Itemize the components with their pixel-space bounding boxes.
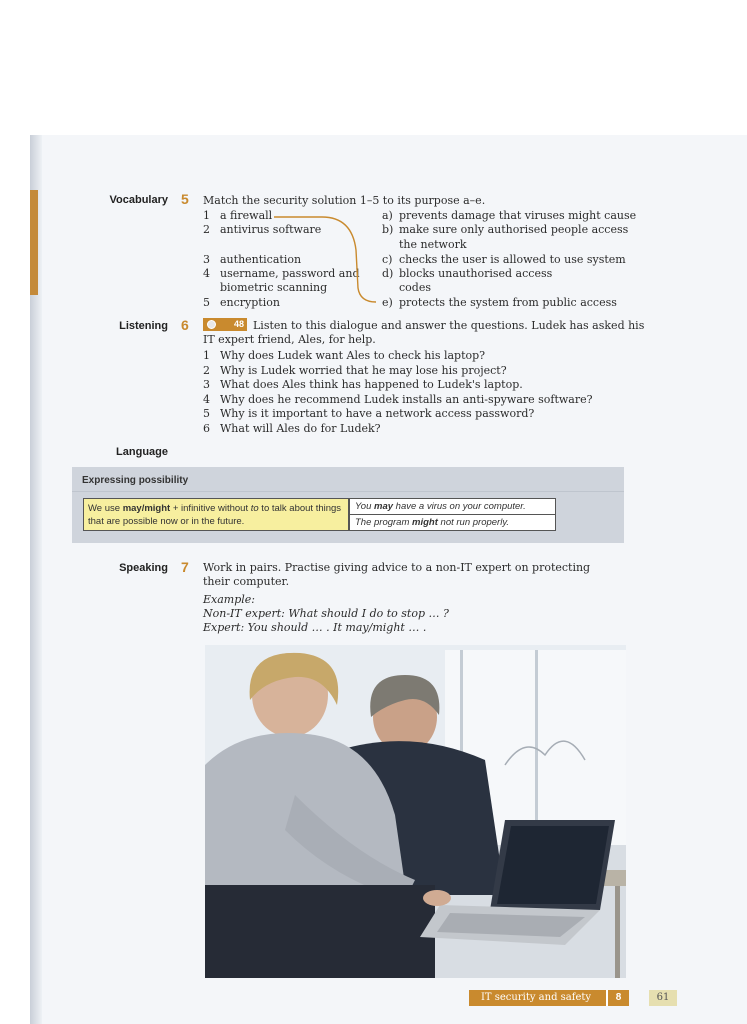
vocabulary-label: Vocabulary [109, 194, 168, 206]
example-text: The program [355, 517, 413, 528]
language-box-title: Expressing possibility [82, 475, 189, 486]
purpose-item [382, 267, 552, 282]
solution-item-text: antivirus software [220, 223, 322, 236]
question-item [203, 364, 507, 379]
solution-item-marker: 3 [203, 253, 210, 266]
purpose-item-marker: e) [382, 296, 393, 309]
rule-keyword: may/might [122, 503, 171, 514]
example-line-1: Non-IT expert: What should I do to stop … ? [203, 607, 449, 620]
grammar-example-1 [349, 498, 556, 515]
exercise-7-instruction-line2: their computer. [203, 575, 290, 588]
listening-label: Listening [119, 320, 168, 332]
exercise-6-instruction-line2: IT expert friend, Ales, for help. [203, 333, 376, 346]
exercise-7-instruction-line1: Work in pairs. Practise giving advice to a non-IT expert on protecting [203, 561, 591, 574]
example-text: not run properly. [437, 517, 510, 528]
rule-text: to talk about things that are possible now or in the future. [88, 503, 342, 527]
footer-unit-title: IT security and safety [480, 992, 592, 1003]
purpose-item-marker: b) [382, 223, 394, 236]
speaking-label: Speaking [119, 562, 168, 574]
question-item-marker: 3 [203, 378, 210, 392]
purpose-item [382, 223, 628, 238]
example-line-2: Expert: You should … . It may/might … . [203, 621, 427, 634]
purpose-item-text: checks the user is allowed to use system [399, 253, 626, 266]
solution-item-text: username, password and [220, 267, 360, 280]
question-item-text: What does Ales think has happened to Ludek's laptop. [220, 378, 523, 392]
solution-item-marker: 5 [203, 296, 210, 309]
purpose-item-marker: c) [382, 253, 393, 266]
example-label: Example: [203, 593, 255, 606]
photo-people-with-laptop [205, 645, 626, 978]
solution-item [203, 209, 272, 224]
purpose-item-text: the network [399, 238, 467, 251]
grammar-rule-box [83, 498, 349, 531]
rule-text: + infinitive without [170, 503, 251, 514]
solution-item [203, 296, 280, 311]
question-item-text: Why is it important to have a network access password? [220, 407, 535, 421]
question-item-text: What will Ales do for Ludek? [220, 422, 381, 435]
language-box-divider [72, 491, 624, 492]
question-item-marker: 5 [203, 407, 210, 421]
example-text: have a virus on your computer. [393, 501, 526, 512]
question-item-text: Why is Ludek worried that he may lose his project? [220, 363, 507, 377]
exercise-6-number: 6 [181, 317, 189, 333]
binding-color-tab [30, 190, 38, 295]
solution-item-text: biometric scanning [220, 281, 328, 294]
purpose-item [382, 238, 467, 253]
question-item [203, 349, 485, 364]
solution-item-marker: 2 [203, 223, 210, 236]
language-label: Language [116, 446, 168, 458]
solution-item-marker: 4 [203, 267, 210, 280]
track-number: 48 [233, 319, 244, 329]
audio-track-badge[interactable] [203, 318, 247, 331]
purpose-item-text: protects the system from public access [399, 296, 617, 309]
rule-text: We use [88, 503, 123, 514]
question-item [203, 422, 381, 437]
exercise-5-instruction: Match the security solution 1–5 to its purpose a–e. [203, 194, 486, 207]
question-item-marker: 1 [203, 349, 210, 362]
example-keyword: may [374, 501, 394, 512]
purpose-item-marker: d) [382, 267, 394, 280]
question-item-text: Why does Ludek want Ales to check his laptop? [220, 349, 486, 362]
purpose-item-text: make sure only authorised people access [399, 223, 629, 236]
footer-unit-number: 8 [615, 992, 622, 1003]
solution-item-marker: 1 [203, 209, 210, 222]
purpose-item-text: codes [399, 281, 431, 294]
question-item-text: Why does he recommend Ludek installs an anti-spyware software? [220, 392, 593, 406]
purpose-item [382, 209, 636, 224]
exercise-6-instruction-line1: Listen to this dialogue and answer the questions. Ludek has asked his [253, 319, 645, 332]
purpose-item [382, 281, 431, 296]
purpose-item [382, 253, 626, 268]
solution-item-text: authentication [220, 253, 302, 266]
purpose-item-text: prevents damage that viruses might cause [399, 209, 637, 222]
solution-item-text: encryption [220, 296, 280, 309]
grammar-example-2 [349, 514, 556, 531]
question-item-marker: 4 [203, 392, 210, 406]
purpose-item-marker: a) [382, 209, 393, 222]
question-item-marker: 6 [203, 422, 210, 435]
solution-item-text: a firewall [220, 209, 273, 222]
purpose-item [382, 296, 617, 311]
purpose-item-text: blocks unauthorised access [399, 267, 553, 280]
question-item [203, 393, 593, 408]
rule-italic: to [250, 503, 259, 514]
page-number: 61 [656, 992, 670, 1003]
cd-icon [207, 320, 216, 329]
example-keyword: might [412, 517, 438, 528]
exercise-7-number: 7 [181, 559, 189, 575]
exercise-5-number: 5 [181, 191, 189, 207]
matching-line [270, 210, 380, 306]
question-item [203, 407, 534, 422]
question-item [203, 378, 523, 393]
example-text: You [355, 501, 375, 512]
question-item-marker: 2 [203, 363, 210, 377]
